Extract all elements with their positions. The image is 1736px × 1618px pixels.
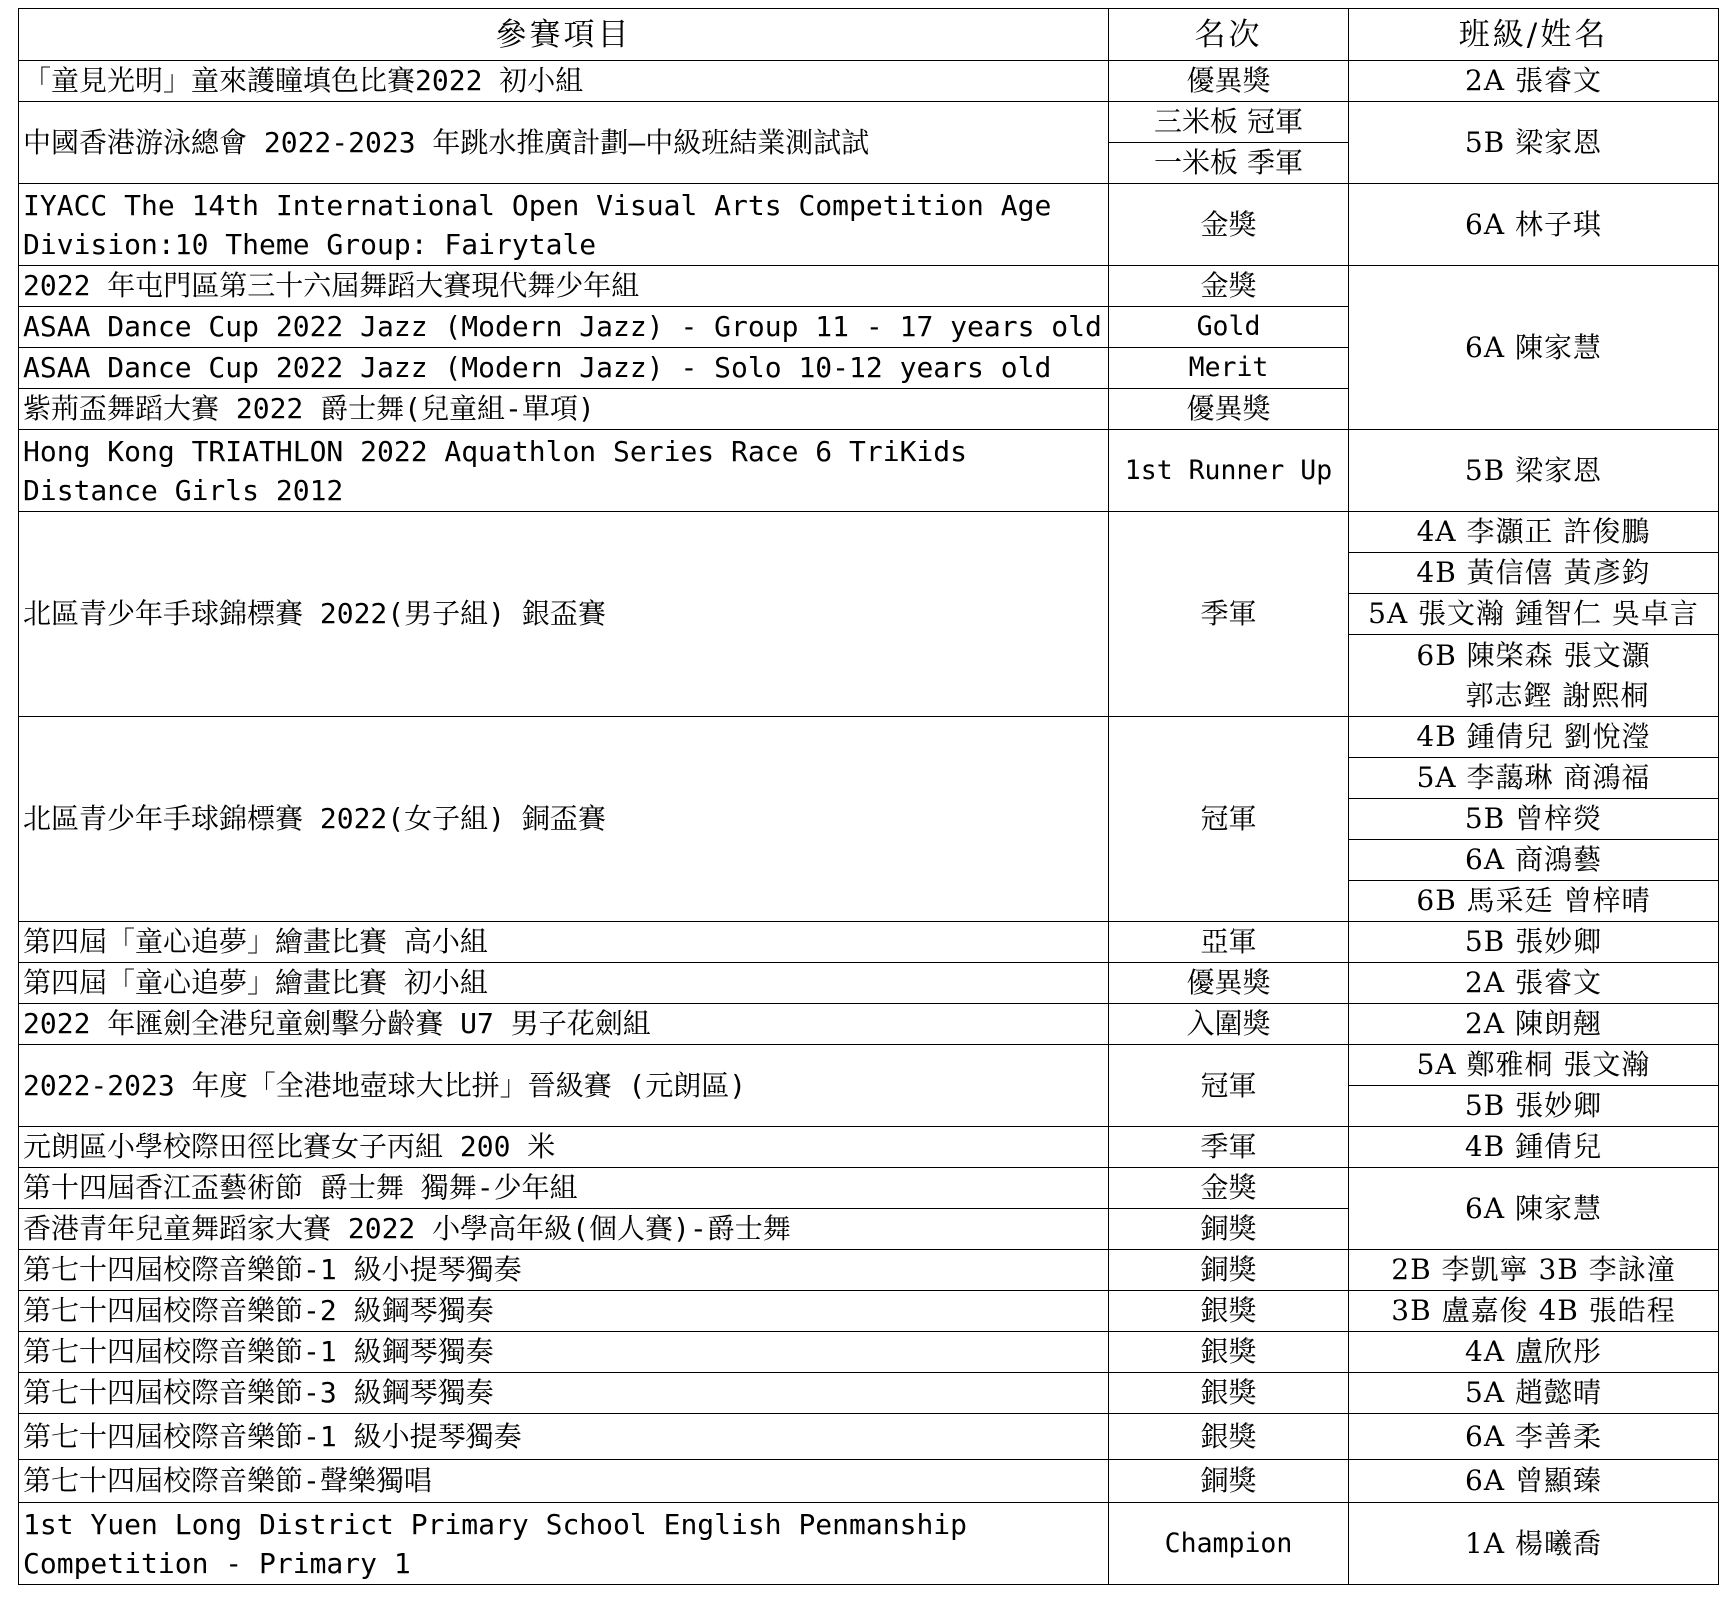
name-cell: 1A 楊曦喬 <box>1349 1503 1719 1585</box>
header-rank: 名次 <box>1109 9 1349 61</box>
name-cell <box>1349 635 1719 717</box>
name-cell: 5B 張妙卿 <box>1349 1086 1719 1127</box>
event-cell: IYACC The 14th International Open Visual Arts Competition Age Division:10 Theme Group: Fairytale <box>19 184 1109 266</box>
table-row <box>19 717 1719 758</box>
event-cell: 2022 年屯門區第三十六屆舞蹈大賽現代舞少年組 <box>19 266 1109 307</box>
rank-cell: 銀獎 <box>1109 1373 1349 1414</box>
rank-cell: 三米板 冠軍 <box>1109 102 1349 143</box>
name-line: 郭志鏗 謝熙桐 <box>1465 678 1650 712</box>
table-row <box>19 1168 1719 1209</box>
name-cell: 2A 陳朗翹 <box>1349 1004 1719 1045</box>
rank-cell: 銀獎 <box>1109 1291 1349 1332</box>
rank-cell: 優異獎 <box>1109 389 1349 430</box>
name-cell: 6A 李善柔 <box>1349 1414 1719 1460</box>
name-cell: 6A 陳家慧 <box>1349 266 1719 430</box>
table-row <box>19 1332 1719 1373</box>
name-cell: 4B 鍾倩兒 劉悅瀅 <box>1349 717 1719 758</box>
name-cell: 4B 黃信僖 黃彥鈞 <box>1349 553 1719 594</box>
name-cell: 4B 鍾倩兒 <box>1349 1127 1719 1168</box>
rank-cell: 金獎 <box>1109 184 1349 266</box>
name-cell: 4A 李灝正 許俊鵬 <box>1349 512 1719 553</box>
rank-cell: 1st Runner Up <box>1109 430 1349 512</box>
table-row <box>19 922 1719 963</box>
event-cell: 2022-2023 年度「全港地壺球大比拼」晉級賽 (元朗區) <box>19 1045 1109 1127</box>
event-cell: 2022 年匯劍全港兒童劍擊分齡賽 U7 男子花劍組 <box>19 1004 1109 1045</box>
table-row <box>19 266 1719 307</box>
table-row <box>19 1250 1719 1291</box>
event-cell: 第七十四屆校際音樂節-1 級鋼琴獨奏 <box>19 1332 1109 1373</box>
table-row <box>19 1127 1719 1168</box>
table-row <box>19 430 1719 512</box>
rank-cell: 季軍 <box>1109 1127 1349 1168</box>
name-cell: 5B 曾梓熒 <box>1349 799 1719 840</box>
name-cell: 5B 梁家恩 <box>1349 102 1719 184</box>
table-row <box>19 1414 1719 1460</box>
event-cell: 第七十四屆校際音樂節-3 級鋼琴獨奏 <box>19 1373 1109 1414</box>
name-cell: 5A 李藹琳 商鴻福 <box>1349 758 1719 799</box>
event-cell: 北區青少年手球錦標賽 2022(男子組) 銀盃賽 <box>19 512 1109 717</box>
event-cell: 第七十四屆校際音樂節-1 級小提琴獨奏 <box>19 1250 1109 1291</box>
name-cell: 4A 盧欣彤 <box>1349 1332 1719 1373</box>
rank-cell: 入圍獎 <box>1109 1004 1349 1045</box>
event-cell: 中國香港游泳總會 2022-2023 年跳水推廣計劃—中級班結業測試試 <box>19 102 1109 184</box>
rank-cell: 冠軍 <box>1109 1045 1349 1127</box>
event-cell: 北區青少年手球錦標賽 2022(女子組) 銅盃賽 <box>19 717 1109 922</box>
table-row <box>19 184 1719 266</box>
name-cell: 2A 張睿文 <box>1349 963 1719 1004</box>
name-cell: 5B 張妙卿 <box>1349 922 1719 963</box>
name-cell: 6A 商鴻藝 <box>1349 840 1719 881</box>
rank-cell: 金獎 <box>1109 266 1349 307</box>
rank-cell: 銅獎 <box>1109 1460 1349 1503</box>
event-cell: 紫荊盃舞蹈大賽 2022 爵士舞(兒童組-單項) <box>19 389 1109 430</box>
rank-cell: Champion <box>1109 1503 1349 1585</box>
event-cell: 「童見光明」童來護瞳填色比賽2022 初小組 <box>19 61 1109 102</box>
name-cell: 2B 李凱寧 3B 李詠潼 <box>1349 1250 1719 1291</box>
rank-cell: 金獎 <box>1109 1168 1349 1209</box>
table-row <box>19 1460 1719 1503</box>
event-cell: 第四屆「童心追夢」繪畫比賽 高小組 <box>19 922 1109 963</box>
event-cell: 第七十四屆校際音樂節-2 級鋼琴獨奏 <box>19 1291 1109 1332</box>
name-cell: 5B 梁家恩 <box>1349 430 1719 512</box>
table-row <box>19 1373 1719 1414</box>
table-row <box>19 512 1719 553</box>
name-cell: 5A 張文瀚 鍾智仁 吳卓言 <box>1349 594 1719 635</box>
header-class-name: 班級/姓名 <box>1349 9 1719 61</box>
event-cell: ASAA Dance Cup 2022 Jazz (Modern Jazz) - Solo 10-12 years old <box>19 348 1109 389</box>
name-cell: 6A 陳家慧 <box>1349 1168 1719 1250</box>
name-cell: 2A 張睿文 <box>1349 61 1719 102</box>
header-event: 參賽項目 <box>19 9 1109 61</box>
event-cell: 第四屆「童心追夢」繪畫比賽 初小組 <box>19 963 1109 1004</box>
rank-cell: 季軍 <box>1109 512 1349 717</box>
table-row <box>19 1004 1719 1045</box>
table-row <box>19 1503 1719 1585</box>
rank-cell: 銅獎 <box>1109 1250 1349 1291</box>
event-cell: 香港青年兒童舞蹈家大賽 2022 小學高年級(個人賽)-爵士舞 <box>19 1209 1109 1250</box>
rank-cell: Merit <box>1109 348 1349 389</box>
table-row <box>19 1291 1719 1332</box>
rank-cell: 冠軍 <box>1109 717 1349 922</box>
table-row <box>19 61 1719 102</box>
event-cell: 第十四屆香江盃藝術節 爵士舞 獨舞-少年組 <box>19 1168 1109 1209</box>
event-cell: 第七十四屆校際音樂節-1 級小提琴獨奏 <box>19 1414 1109 1460</box>
rank-cell: 銀獎 <box>1109 1414 1349 1460</box>
rank-cell: Gold <box>1109 307 1349 348</box>
rank-cell: 亞軍 <box>1109 922 1349 963</box>
name-cell: 6B 馬采廷 曾梓晴 <box>1349 881 1719 922</box>
event-cell: ASAA Dance Cup 2022 Jazz (Modern Jazz) - Group 11 - 17 years old <box>19 307 1109 348</box>
name-cell: 6A 林子琪 <box>1349 184 1719 266</box>
rank-cell: 優異獎 <box>1109 61 1349 102</box>
name-cell: 5A 鄭雅桐 張文瀚 <box>1349 1045 1719 1086</box>
header-row <box>19 9 1719 61</box>
name-cell: 6A 曾顯臻 <box>1349 1460 1719 1503</box>
table-row <box>19 102 1719 143</box>
rank-cell: 銀獎 <box>1109 1332 1349 1373</box>
event-cell: 元朗區小學校際田徑比賽女子丙組 200 米 <box>19 1127 1109 1168</box>
name-line: 6B 陳棨森 張文灝 <box>1416 638 1651 672</box>
table-row <box>19 1045 1719 1086</box>
awards-table <box>18 8 1719 1585</box>
event-cell: 1st Yuen Long District Primary School English Penmanship Competition - Primary 1 <box>19 1503 1109 1585</box>
event-cell: 第七十四屆校際音樂節-聲樂獨唱 <box>19 1460 1109 1503</box>
name-cell: 3B 盧嘉俊 4B 張皓程 <box>1349 1291 1719 1332</box>
rank-cell: 銅獎 <box>1109 1209 1349 1250</box>
name-cell: 5A 趙懿晴 <box>1349 1373 1719 1414</box>
table-row <box>19 963 1719 1004</box>
rank-cell: 優異獎 <box>1109 963 1349 1004</box>
event-cell: Hong Kong TRIATHLON 2022 Aquathlon Series Race 6 TriKids Distance Girls 2012 <box>19 430 1109 512</box>
rank-cell: 一米板 季軍 <box>1109 143 1349 184</box>
